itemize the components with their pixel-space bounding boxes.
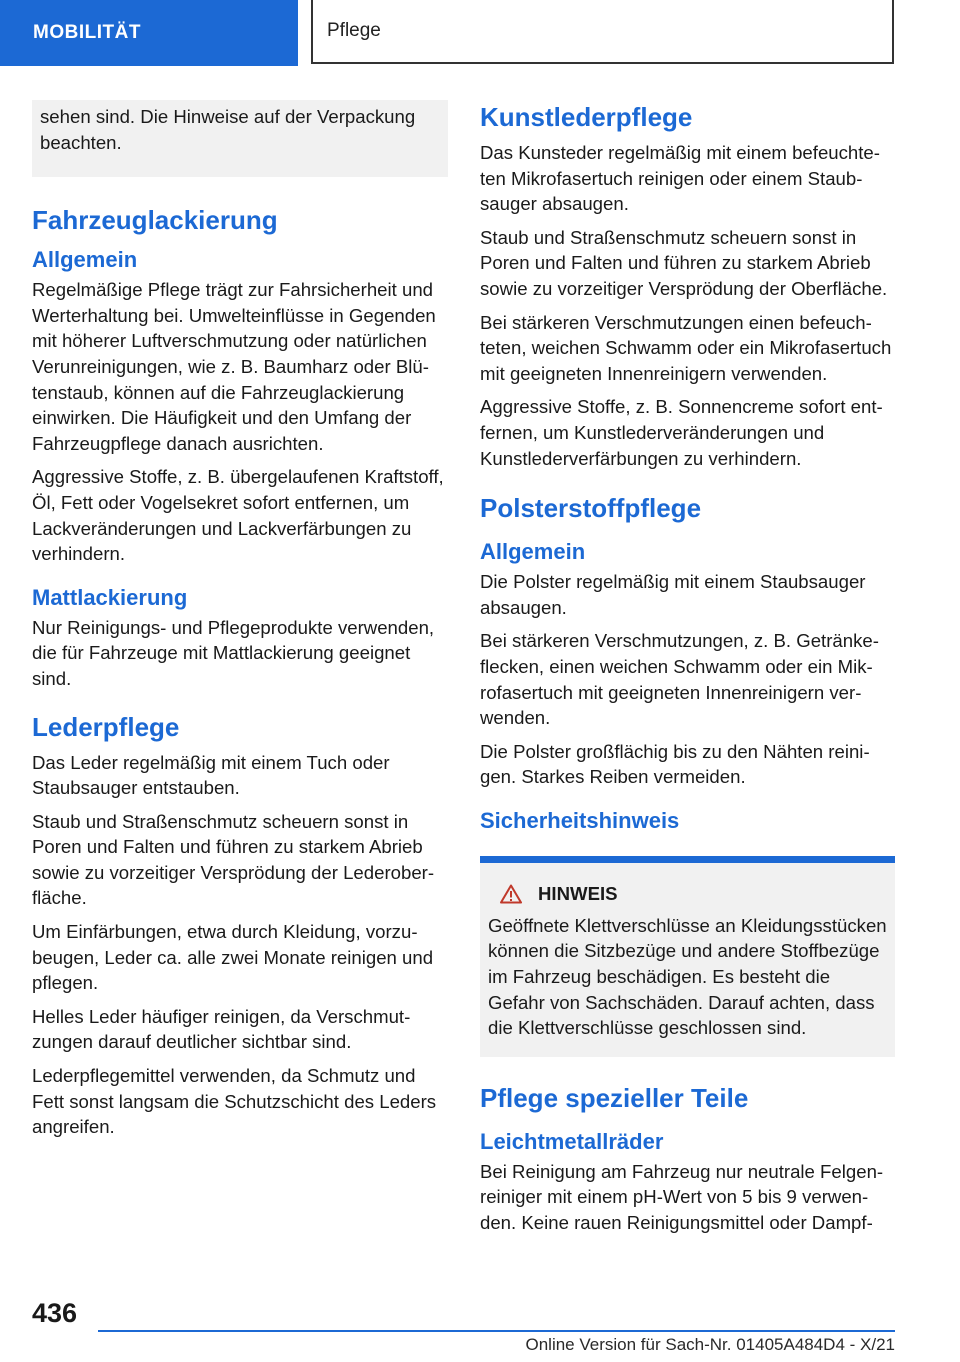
heading-kunstlederpflege: Kunstlederpflege bbox=[480, 102, 693, 132]
notice-text: Geöffnete Klettverschlüsse an Kleidungsstücken können die Sitzbezüge und andere Stoffbezüge im Fahrzeug beschädigen. Es besteht die Gefahr von Sachschäden. Darauf achten, dass die Klettverschlüsse geschlossen sind. bbox=[488, 914, 887, 1039]
notice-title bbox=[500, 881, 887, 907]
notice-label: HINWEIS bbox=[538, 882, 618, 904]
paragraph: Helles Leder häufiger reinigen, da Verschmutzungen darauf deutlicher sichtbar sind. bbox=[32, 1005, 411, 1053]
subheading-allgemein: Allgemein bbox=[480, 539, 586, 565]
heading-pflege-spezieller-teile: Pflege spezieller Teile bbox=[480, 1082, 749, 1113]
paragraph: Das Kunsteder regelmäßig mit einem befeuchteten Mikrofasertuch reinigen oder einem Staubsauger absaugen. bbox=[480, 142, 880, 215]
warning-triangle-icon bbox=[500, 884, 522, 904]
paragraph: Aggressive Stoffe, z. B. Sonnencreme sofort entfernen, um Kunstlederveränderungen und Kunstlederverfärbungen zu verhindern. bbox=[480, 396, 883, 469]
continued-info-box bbox=[32, 100, 448, 177]
section-tab: MOBILITÄT bbox=[0, 0, 298, 66]
paragraph: Lederpflegemittel verwenden, da Schmutz und Fett sonst langsam die Schutzschicht des Leders angreifen. bbox=[32, 1065, 437, 1138]
paragraph: Aggressive Stoffe, z. B. übergelaufenen Kraftstoff, Öl, Fett oder Vogelsekret sofort entfernen, um Lackveränderungen und Lackverfärbungen zu verhindern. bbox=[32, 466, 444, 565]
subheading-leichtmetallraeder: Leichtmetallräder bbox=[480, 1128, 664, 1154]
footer-divider bbox=[98, 1330, 895, 1332]
heading-fahrzeuglackierung: Fahrzeuglackierung bbox=[32, 205, 278, 236]
paragraph: Bei Reinigung am Fahrzeug nur neutrale Felgenreiniger mit einem pH-Wert von 5 bis 9 verwenden. Keine rauen Reinigungsmittel oder Dampf- bbox=[480, 1160, 884, 1234]
paragraph: Nur Reinigungs- und Pflegeprodukte verwenden, die für Fahrzeuge mit Mattlackierung geeignet sind. bbox=[32, 616, 435, 689]
info-box-text: sehen sind. Die Hinweise auf der Verpackung beachten. bbox=[40, 106, 416, 153]
topic-title: Pflege bbox=[311, 0, 894, 64]
paragraph: Die Polster regelmäßig mit einem Staubsauger absaugen. bbox=[480, 571, 866, 618]
paragraph: Bei stärkeren Verschmutzungen, z. B. Getränkeflecken, einen weichen Schwamm oder ein Mikrofasertuch mit geeigneten Innenreinigern verwenden. bbox=[480, 630, 879, 729]
subheading-mattlackierung: Mattlackierung bbox=[32, 584, 188, 610]
page-header bbox=[0, 0, 960, 66]
notice-box bbox=[480, 856, 895, 1057]
paragraph: Um Einfärbungen, etwa durch Kleidung, vorzubeugen, Leder ca. alle zwei Monate reinigen und pflegen. bbox=[32, 921, 434, 994]
paragraph: Regelmäßige Pflege trägt zur Fahrsicherheit und Werterhaltung bei. Umwelteinflüsse in Gegenden mit höherer Luftverschmutzung oder natürlichen Verunreinigungen, wie z. B. Baumharz oder Blütenstaub, können auf die Fahrzeuglackierung einwirken. Die Häufigkeit und den Umfang der Fahrzeugpflege danach ausrichten. bbox=[32, 279, 436, 454]
page-number: 436 bbox=[32, 1298, 78, 1328]
subheading-allgemein: Allgemein bbox=[32, 247, 138, 273]
heading-lederpflege: Lederpflege bbox=[32, 711, 180, 742]
subheading-sicherheitshinweis: Sicherheitshinweis bbox=[480, 807, 680, 833]
left-column bbox=[32, 100, 448, 1148]
paragraph: Das Leder regelmäßig mit einem Tuch oder Staubsauger entstauben. bbox=[32, 751, 390, 799]
paragraph: Die Polster großflächig bis zu den Nähten reinigen. Starkes Reiben vermeiden. bbox=[480, 740, 870, 788]
online-version-note: Online Version für Sach-Nr. 01405A484D4 - X/21 bbox=[525, 1335, 895, 1354]
paragraph: Bei stärkeren Verschmutzungen einen befeuchteten, weichen Schwamm oder ein Mikrofasertuch mit geeigneten Innenreinigern verwenden. bbox=[480, 311, 892, 384]
heading-polsterstoffpflege: Polsterstoffpflege bbox=[480, 493, 702, 524]
paragraph: Staub und Straßenschmutz scheuern sonst in Poren und Falten und führen zu starkem Abrieb sowie zu vorzeitiger Versprödung der Oberfläche. bbox=[480, 226, 888, 299]
right-column bbox=[480, 100, 895, 1244]
paragraph: Staub und Straßenschmutz scheuern sonst in Poren und Falten und führen zu starkem Abrieb sowie zu vorzeitiger Versprödung der Lederoberfläche. bbox=[32, 810, 435, 909]
